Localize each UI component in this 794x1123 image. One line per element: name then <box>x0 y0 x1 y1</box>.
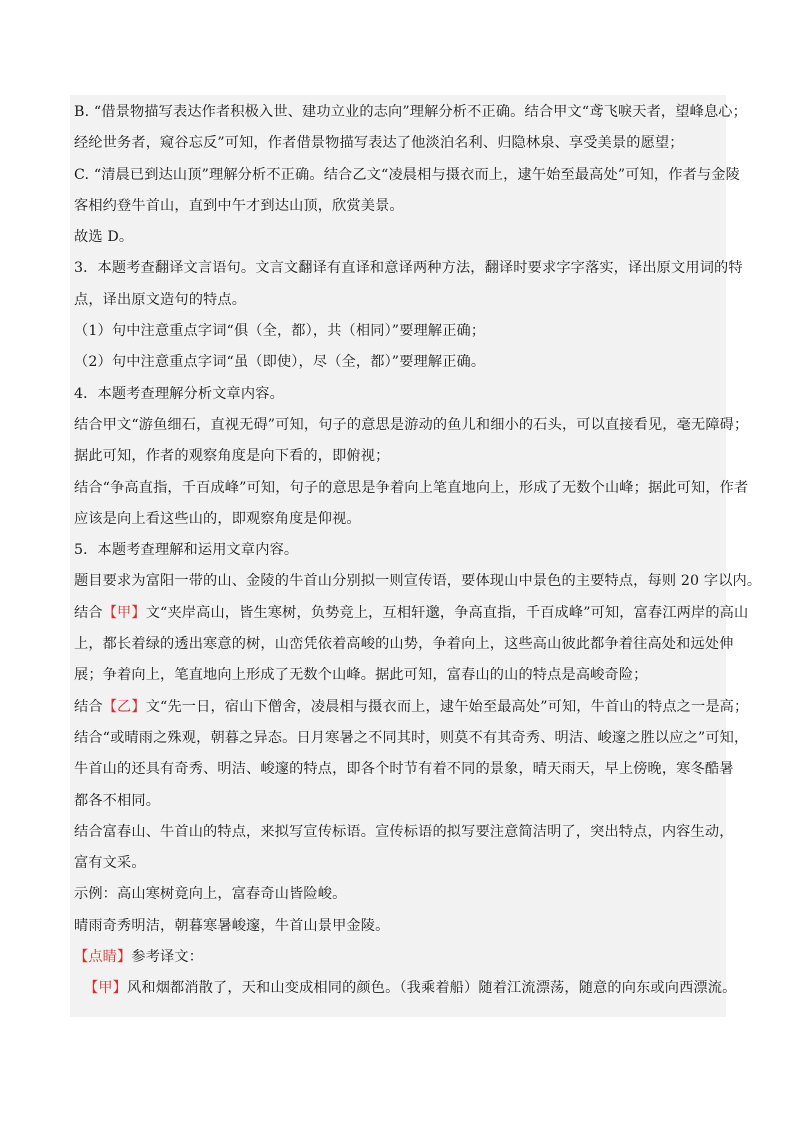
yi-mark: 【乙】 <box>102 698 146 715</box>
jia-mark: 【甲】 <box>84 980 128 997</box>
text-line <box>74 942 726 973</box>
text-line: B. “借景物描写表达作者积极入世、建功立业的志向”理解分析不正确。结合甲文“鸢飞唳天者，望峰息心； <box>74 104 747 120</box>
text-line: 据此可知，作者的观察角度是向下看的，即俯视； <box>74 448 390 465</box>
dianjing-mark: 【点睛】 <box>74 949 132 966</box>
text-line: 3．本题考查翻译文言语句。文言文翻译有直译和意译两种方法，翻译时要求字字落实，译出原文用词的特 <box>74 260 743 277</box>
text-line <box>74 598 749 629</box>
text-line: 牛首山的还具有奇秀、明洁、峻邃的特点，即各个时节有着不同的景象，晴天雨天，早上傍晚，寒冬酷暑 <box>74 761 734 778</box>
text-line <box>74 973 737 1004</box>
answer-panel <box>70 95 762 1017</box>
text-line: 展；争着向上，笔直地向上形成了无数个山峰。据此可知，富春山的山的特点是高峻奇险； <box>74 667 648 684</box>
text-line <box>74 692 749 723</box>
text-line: 示例：高山寒树竟向上，富春奇山皆险峻。 <box>74 886 347 903</box>
text-line: （2）句中注意重点字词“虽（即使），尽（全，都）”要理解正确。 <box>74 354 486 371</box>
text-line: 结合富春山、牛首山的特点，来拟写宣传标语。宣传标语的拟写要注意简洁明了，突出特点，内容生动， <box>74 823 734 840</box>
text-line: 故选 D。 <box>74 229 134 246</box>
text-line: （1）句中注意重点字词“俱（全，都），共（相同）”要理解正确； <box>74 323 486 340</box>
text-line: 题目要求为富阳一带的山、金陵的牛首山分别拟一则宣传语，要体现山中景色的主要特点，每则 20 字以内。 <box>74 573 762 590</box>
text-line: 上，都长着绿的透出寒意的树，山峦凭依着高峻的山势，争着向上，这些高山彼此都争着往高处和远处伸 <box>74 636 734 653</box>
text-line: 经纶世务者，窥谷忘反”可知，作者借景物描写表达了他淡泊名利、归隐林泉、享受美景的愿望； <box>74 135 684 152</box>
text-line: C. “清晨已到达山顶”理解分析不正确。结合乙文“凌晨相与摄衣而上，逮午始至最高处”可知，作者与金陵 <box>74 166 740 183</box>
line-rest: 文“先一日，宿山下僧舍，凌晨相与摄衣而上，逮午始至最高处”可知，牛首山的特点之一是高； <box>145 698 749 715</box>
text-line: 结合甲文“游鱼细石，直视无碍”可知，句子的意思是游动的鱼儿和细小的石头，可以直接看见，毫无障碍； <box>74 416 749 433</box>
jiehe-text: 结合 <box>74 698 103 715</box>
text-line: 应该是向上看这些山的，即观察角度是仰视。 <box>74 510 361 527</box>
line-rest: 参考译文： <box>131 949 204 966</box>
text-line: 点，译出原文造句的特点。 <box>74 291 247 308</box>
jia-mark: 【甲】 <box>102 604 146 621</box>
text-line: 5．本题考查理解和运用文章内容。 <box>74 542 299 559</box>
text-line: 晴雨奇秀明洁，朝暮寒暑峻邃，牛首山景甲金陵。 <box>74 917 390 934</box>
text-line: 富有文采。 <box>74 855 146 872</box>
text-line: 都各不相同。 <box>74 792 161 809</box>
text-line: 客相约登牛首山，直到中午才到达山顶，欣赏美景。 <box>74 197 404 214</box>
line-rest: 风和烟都消散了，天和山变成相同的颜色。（我乘着船）随着江流漂荡，随意的向东或向西漂流。 <box>127 980 737 997</box>
text-line: 结合“争高直指，千百成峰”可知，句子的意思是争着向上笔直地向上，形成了无数个山峰；据此可知，作者 <box>74 479 749 496</box>
jiehe-text: 结合 <box>74 604 103 621</box>
line-rest: 文“夹岸高山，皆生寒树，负势竞上，互相轩邈，争高直指，千百成峰”可知，富春江两岸的高山 <box>145 604 749 621</box>
text-line: 4．本题考查理解分析文章内容。 <box>74 385 284 402</box>
text-line: 结合“或晴雨之殊观，朝暮之异态。日月寒暑之不同其时，则莫不有其奇秀、明洁、峻邃之胜以应之”可知， <box>74 729 749 746</box>
